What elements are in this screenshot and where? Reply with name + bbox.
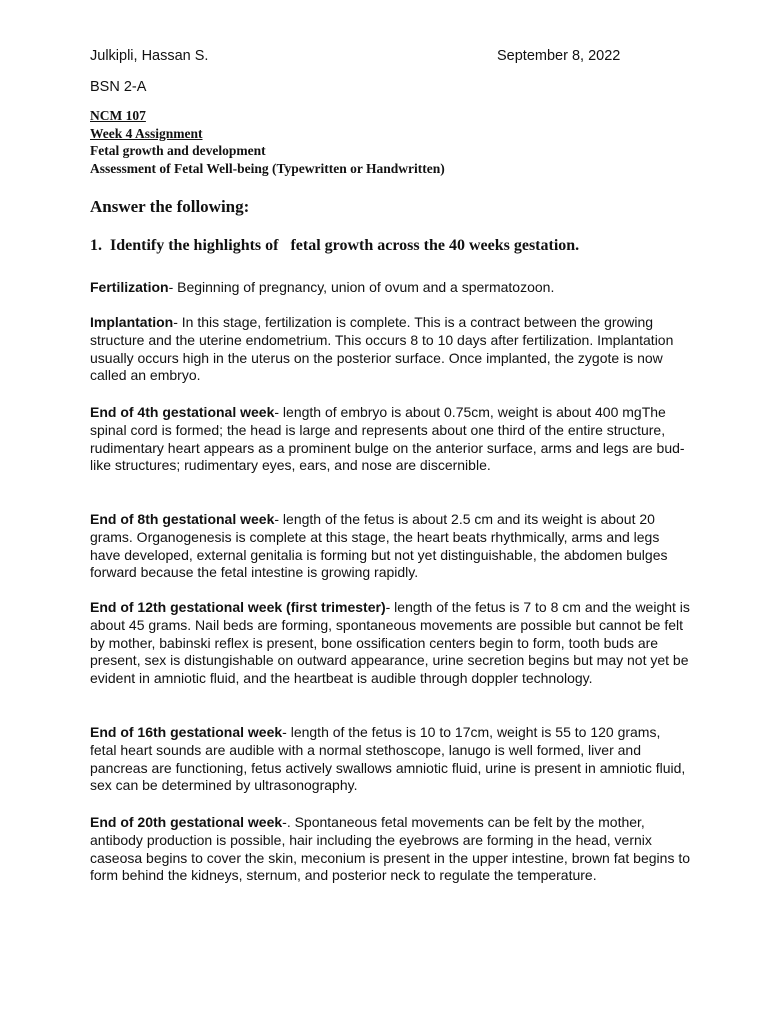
entry-implantation [90, 314, 690, 385]
assignment-title: Week 4 Assignment [90, 125, 203, 141]
course-code: NCM 107 [90, 108, 146, 123]
course-block [90, 107, 445, 177]
entry-text: - In this stage, fertilization is complete. This is a contract between the growing structure and the uterine endometrium. This occurs 8 to 10 days after fertilization. Implantation usually occurs high in the uterus on the posterior surface. Once implanted, the zygote is now called an embryo. [90, 314, 674, 384]
entry-term: End of 16th gestational week [90, 724, 283, 740]
assignment-topic: Fetal growth and development [90, 143, 266, 158]
entry-fertilization [90, 279, 690, 297]
question-1 [90, 237, 579, 255]
entry-text: - length of embryo is about 0.75cm, weight is about 400 mgThe spinal cord is formed; the head is large and represents about one third of the entire structure, rudimentary heart appears as a prominent bulge on the anterior surface, arms and legs are bud-like structures; rudimentary eyes, ears, and nose are discernible. [90, 404, 685, 474]
assignment-subtitle: Assessment of Fetal Well-being (Typewritten or Handwritten) [90, 160, 445, 176]
entry-text: -. Spontaneous fetal movements can be felt by the mother, antibody production is possible, hair including the eyebrows are forming in the head, vernix caseosa begins to cover the skin, meconium is present in the upper intestine, brown fat begins to form behind the kidneys, sternum, and posterior neck to regulate the temperature. [90, 814, 691, 884]
submission-date: September 8, 2022 [497, 48, 621, 64]
entry-text: - length of the fetus is 10 to 17cm, weight is 55 to 120 grams, fetal heart sounds are audible with a normal stethoscope, lanugo is well formed, liver and pancreas are functioning, fetus actively swallows amniotic fluid, urine is present in amniotic fluid, sex can be determined by ultrasonography. [90, 724, 686, 794]
entry-week-8 [90, 511, 690, 582]
student-section: BSN 2-A [90, 79, 147, 95]
entry-term: Implantation [90, 314, 174, 330]
question-number: 1. [90, 237, 102, 254]
entry-week-16 [90, 724, 690, 795]
student-name: Julkipli, Hassan S. [90, 48, 209, 64]
entry-term: End of 4th gestational week [90, 404, 275, 420]
question-text: Identify the highlights of fetal growth across the 40 weeks gestation. [110, 237, 580, 254]
entry-term: End of 20th gestational week [90, 814, 283, 830]
entry-text: - length of the fetus is about 2.5 cm and its weight is about 20 grams. Organogenesis is complete at this stage, the heart beats rhythmically, arms and legs have developed, external genitalia is forming but not yet distinguishable, the abdomen bulges forward because the fetal intestine is growing rapidly. [90, 511, 668, 581]
entry-term: Fertilization [90, 279, 169, 295]
entry-week-12 [90, 599, 690, 688]
entry-week-4 [90, 404, 690, 475]
entry-week-20 [90, 814, 690, 885]
instructions-heading: Answer the following: [90, 197, 250, 216]
entry-text: - length of the fetus is 7 to 8 cm and the weight is about 45 grams. Nail beds are forming, spontaneous movements are possible but cannot be felt by mother, babinski reflex is present, bone ossification centers begin to form, tooth buds are present, sex is distungishable on outward appearance, urine secretion begins but may not yet be evident in amniotic fluid, and the heartbeat is audible through doppler technology. [90, 599, 690, 687]
entry-text: - Beginning of pregnancy, union of ovum and a spermatozoon. [168, 279, 555, 295]
entry-term: End of 8th gestational week [90, 511, 275, 527]
entry-term: End of 12th gestational week (first trimester) [90, 599, 386, 615]
